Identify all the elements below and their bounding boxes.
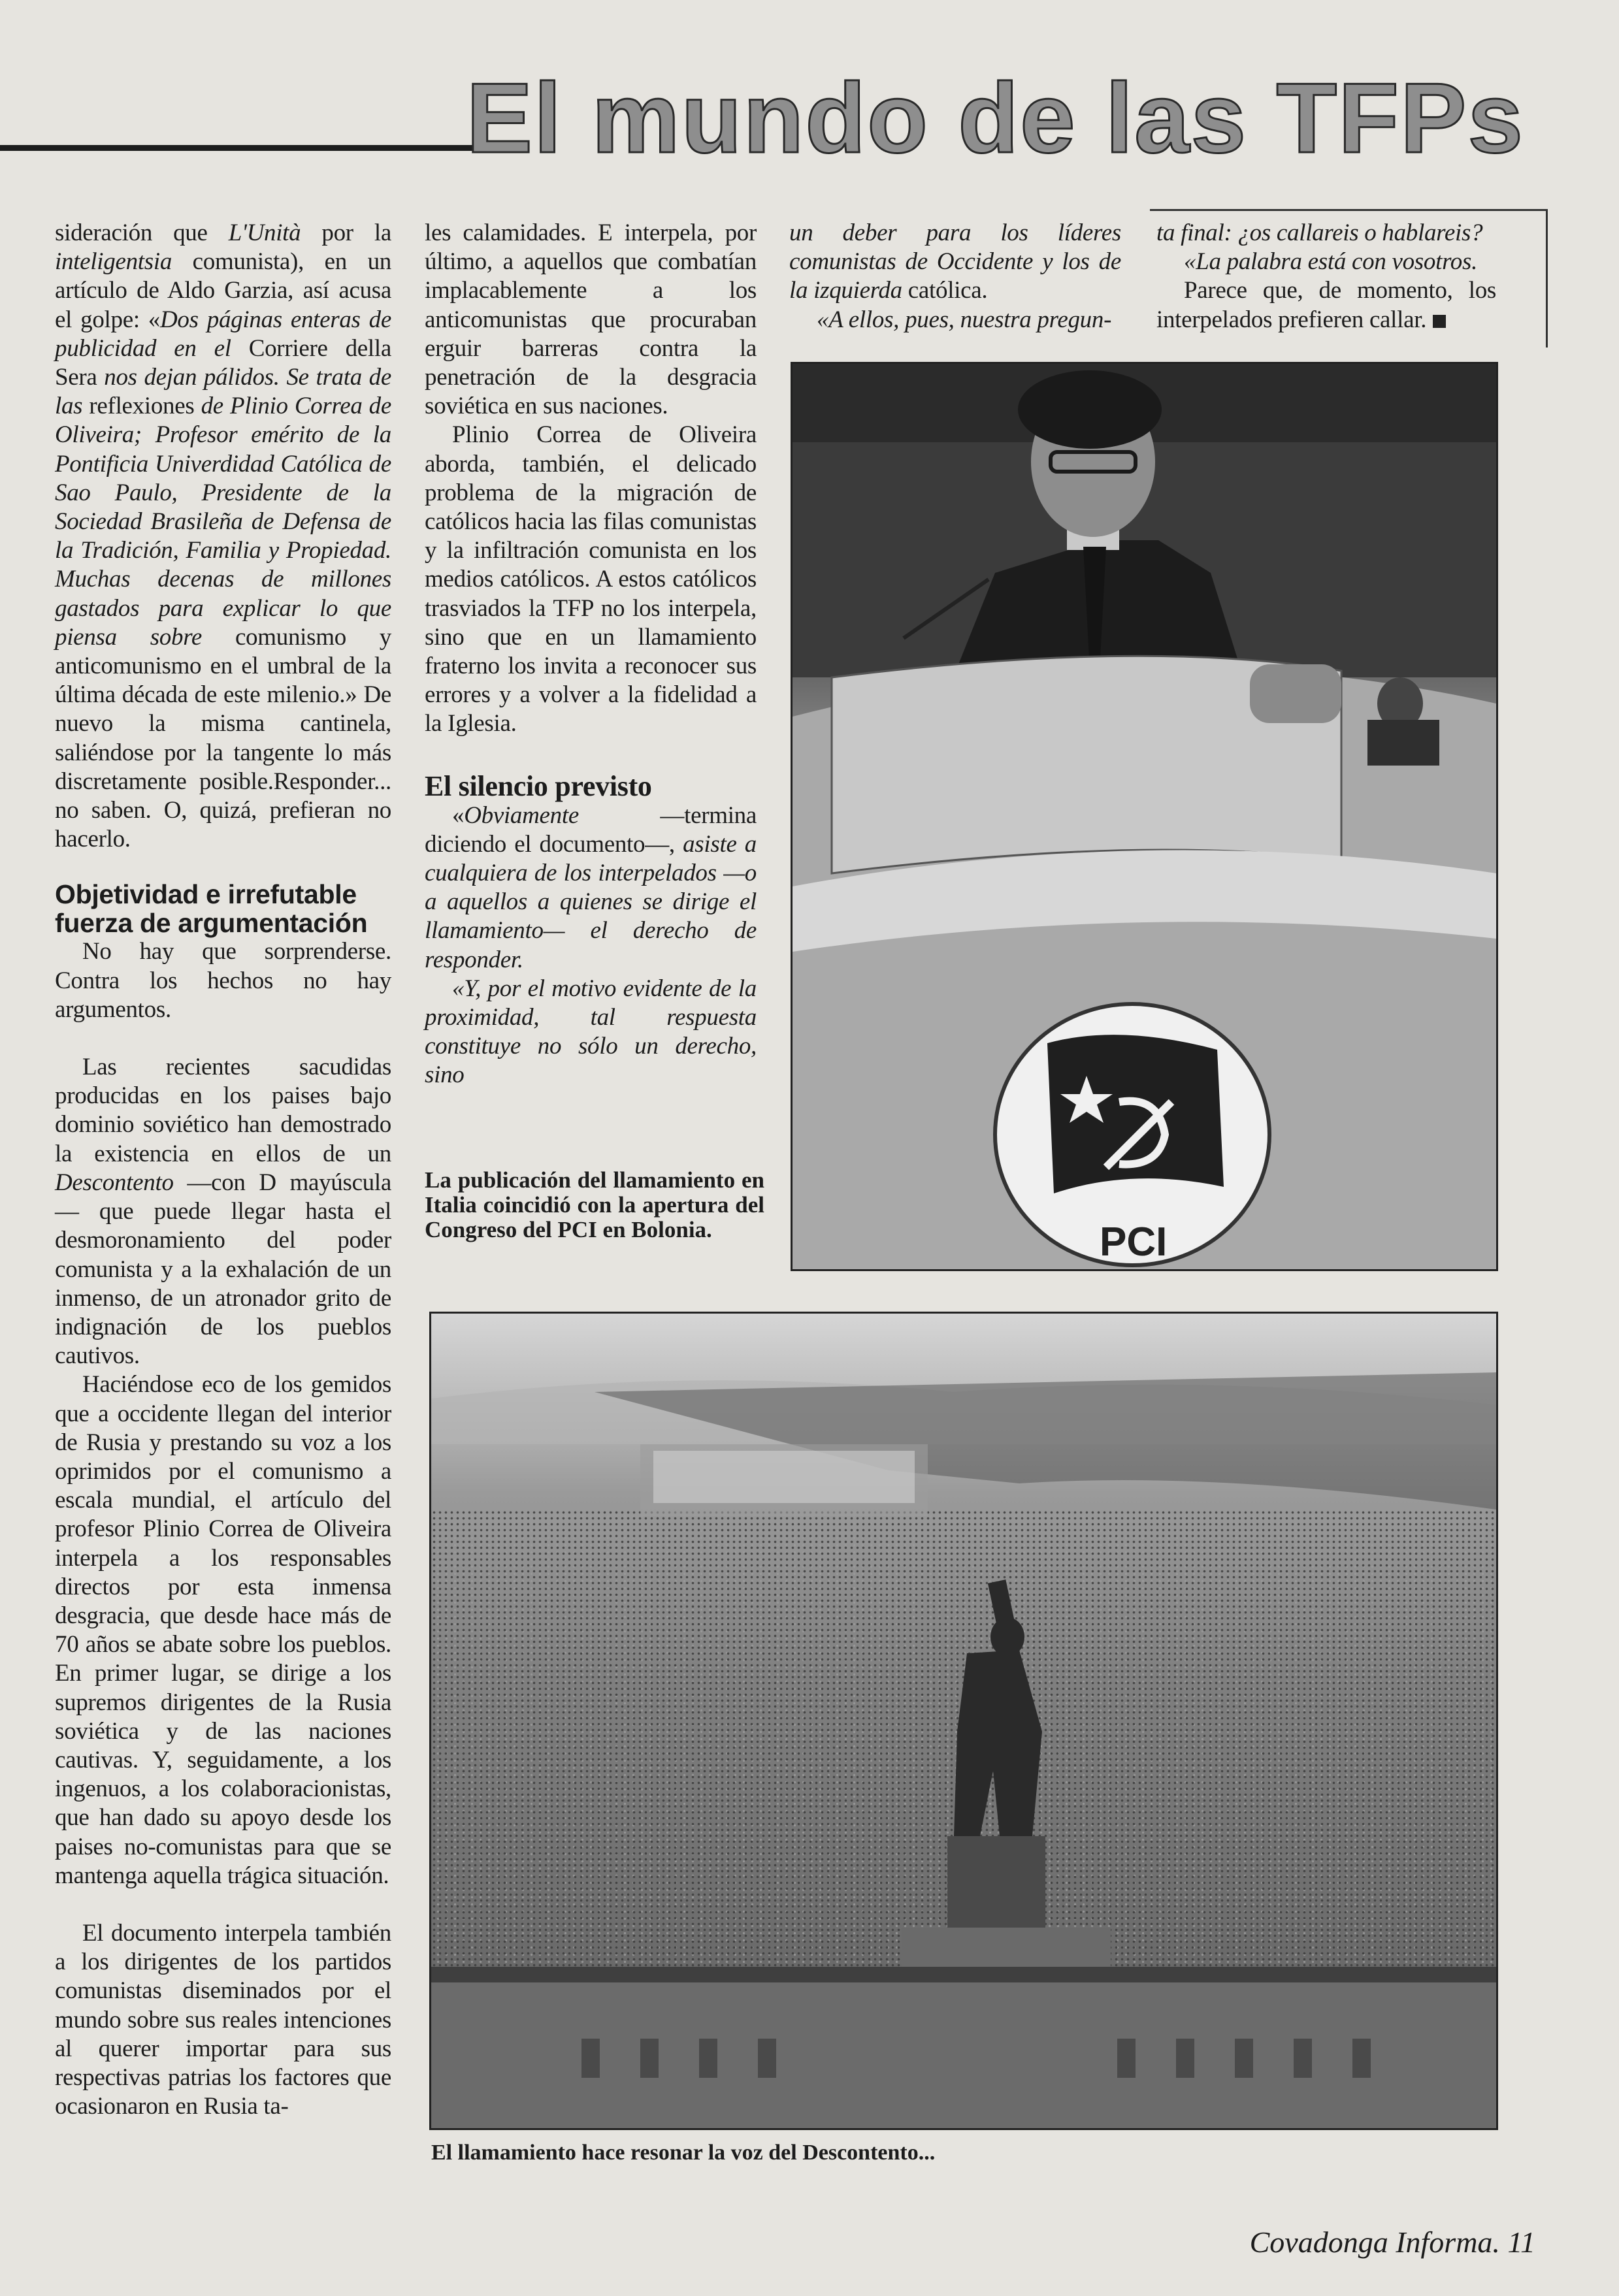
col1-paragraph-4: Haciéndose eco de los gemidos que a occidente llegan del interior de Rusia y prestando su voz a los oprimidos por el comunismo a escala mundial, el artículo del profesor Plinio Correa de Oliveira interpela a los responsables directos por esta inmensa desgracia, que desde hace más de 70 años se abate sobre los pueblos. En primer lugar, se dirige a los supremos dirigentes de la Rusia soviética y de las naciones cautivas. Y, seguidamente, a los ingenuos, a los colaboracionistas, que han dado su apoyo desde los paises no-comunistas para que se mantenga aquella trágica situación. <box>55 1371 391 1889</box>
page-title: El mundo de las TFPs <box>466 63 1524 174</box>
photo-speaker-podium <box>791 362 1498 1271</box>
col2-paragraph-2: Plinio Correa de Oliveira aborda, también, el delicado problema de la migración de católicos hacia las filas comunistas y la infiltración comunista en los medios católicos. A estos católicos trasviados la TFP no los interpela, sino que en un llamamiento fraterno los invita a reconocer sus errores y a volver a la fidelidad a la Iglesia. <box>425 421 757 737</box>
column-1 <box>55 219 391 2121</box>
col2-paragraph-1: les calamidades. E interpela, por último, a aquellos que combatían implacablemente a los anticomunistas que procuraban erguir barreras contra la penetración de la desgracia soviética en sus naciones. <box>425 219 757 420</box>
column-frame-right <box>1546 209 1548 348</box>
column-4 <box>1156 219 1496 334</box>
photo-caption-congreso: La publicación del llamamiento en Italia coincidió con la apertura del Congreso del PCI en Bolonia. <box>425 1167 764 1242</box>
col2-paragraph-3: «Obviamente —termina diciendo el documento—, asiste a cualquiera de los interpelados —o a aquellos a quienes se dirige el llamamiento— el derecho de responder. <box>425 801 757 973</box>
column-frame-top <box>1150 209 1547 211</box>
photo-crowd-statue <box>429 1312 1498 2130</box>
col1-paragraph-1: sideración que L'Unità por la inteligentsia comunista), en un artículo de Aldo Garzia, así acusa el golpe: «Dos páginas enteras de publicidad en el Corriere della Sera nos dejan pálidos. Se trata de las reflexiones de Plinio Correa de Oliveira; Profesor emérito de la Pontificia Univerdidad Católica de Sao Paulo, Presidente de la Sociedad Brasileña de Defensa de la Tradición, Familia y Propiedad. Muchas decenas de millones gastados para explicar lo que piensa sobre comunismo y anticomunismo en el umbral de la última década de este milenio.» De nuevo la misma cantinela, saliéndose por la tangente lo más discretamente posible.Responder... no saben. O, quizá, prefieran no hacerlo. <box>55 219 392 853</box>
col4-paragraph-3: Parece que, de momento, los interpelados prefieren callar. <box>1156 277 1496 333</box>
col3-paragraph-2: «A ellos, pues, nuestra pregun- <box>817 306 1112 333</box>
section-heading-silencio: El silencio previsto <box>425 769 652 802</box>
statue-illustration <box>431 1314 1496 2128</box>
photo-caption-descontento: El llamamiento hace resonar la voz del Descontento... <box>431 2141 936 2165</box>
column-2 <box>425 219 757 1090</box>
speaker-illustration <box>793 364 1496 1269</box>
podium-pci-label: PCI <box>1100 1220 1168 1265</box>
col4-paragraph-1: ta final: ¿os callareis o hablareis? <box>1156 219 1483 246</box>
col1-paragraph-5: El documento interpela también a los dirigentes de los partidos comunistas diseminados por el mundo sobre sus reales intenciones al querer importar para sus respectivas patrias los factores que ocasionaron en Rusia ta- <box>55 1919 391 2120</box>
section-heading-objetividad: Objetividad e irrefutable fuerza de argumentación <box>55 879 368 939</box>
col2-paragraph-4: «Y, por el motivo evidente de la proximidad, tal respuesta constituye no sólo un derecho, sino <box>425 975 757 1089</box>
col3-paragraph-1: un deber para los líderes comunistas de Occidente y los de la izquierda católica. <box>789 219 1121 304</box>
col1-paragraph-2: No hay que sorprenderse. Contra los hechos no hay argumentos. <box>55 938 391 1023</box>
end-mark-icon <box>1433 315 1446 328</box>
column-3 <box>789 219 1121 334</box>
col4-paragraph-2: «La palabra está con vosotros. <box>1184 248 1478 276</box>
page-footer: Covadonga Informa. 11 <box>1249 2225 1535 2259</box>
col1-paragraph-3: Las recientes sacudidas producidas en los paises bajo dominio soviético han demostrado la existencia en ellos de un Descontento —con D mayúscula— que puede llegar hasta el desmoronamiento del poder comunista y a la exhalación de un inmenso, de un atronador grito de indignación de los pueblos cautivos. <box>55 1054 391 1370</box>
